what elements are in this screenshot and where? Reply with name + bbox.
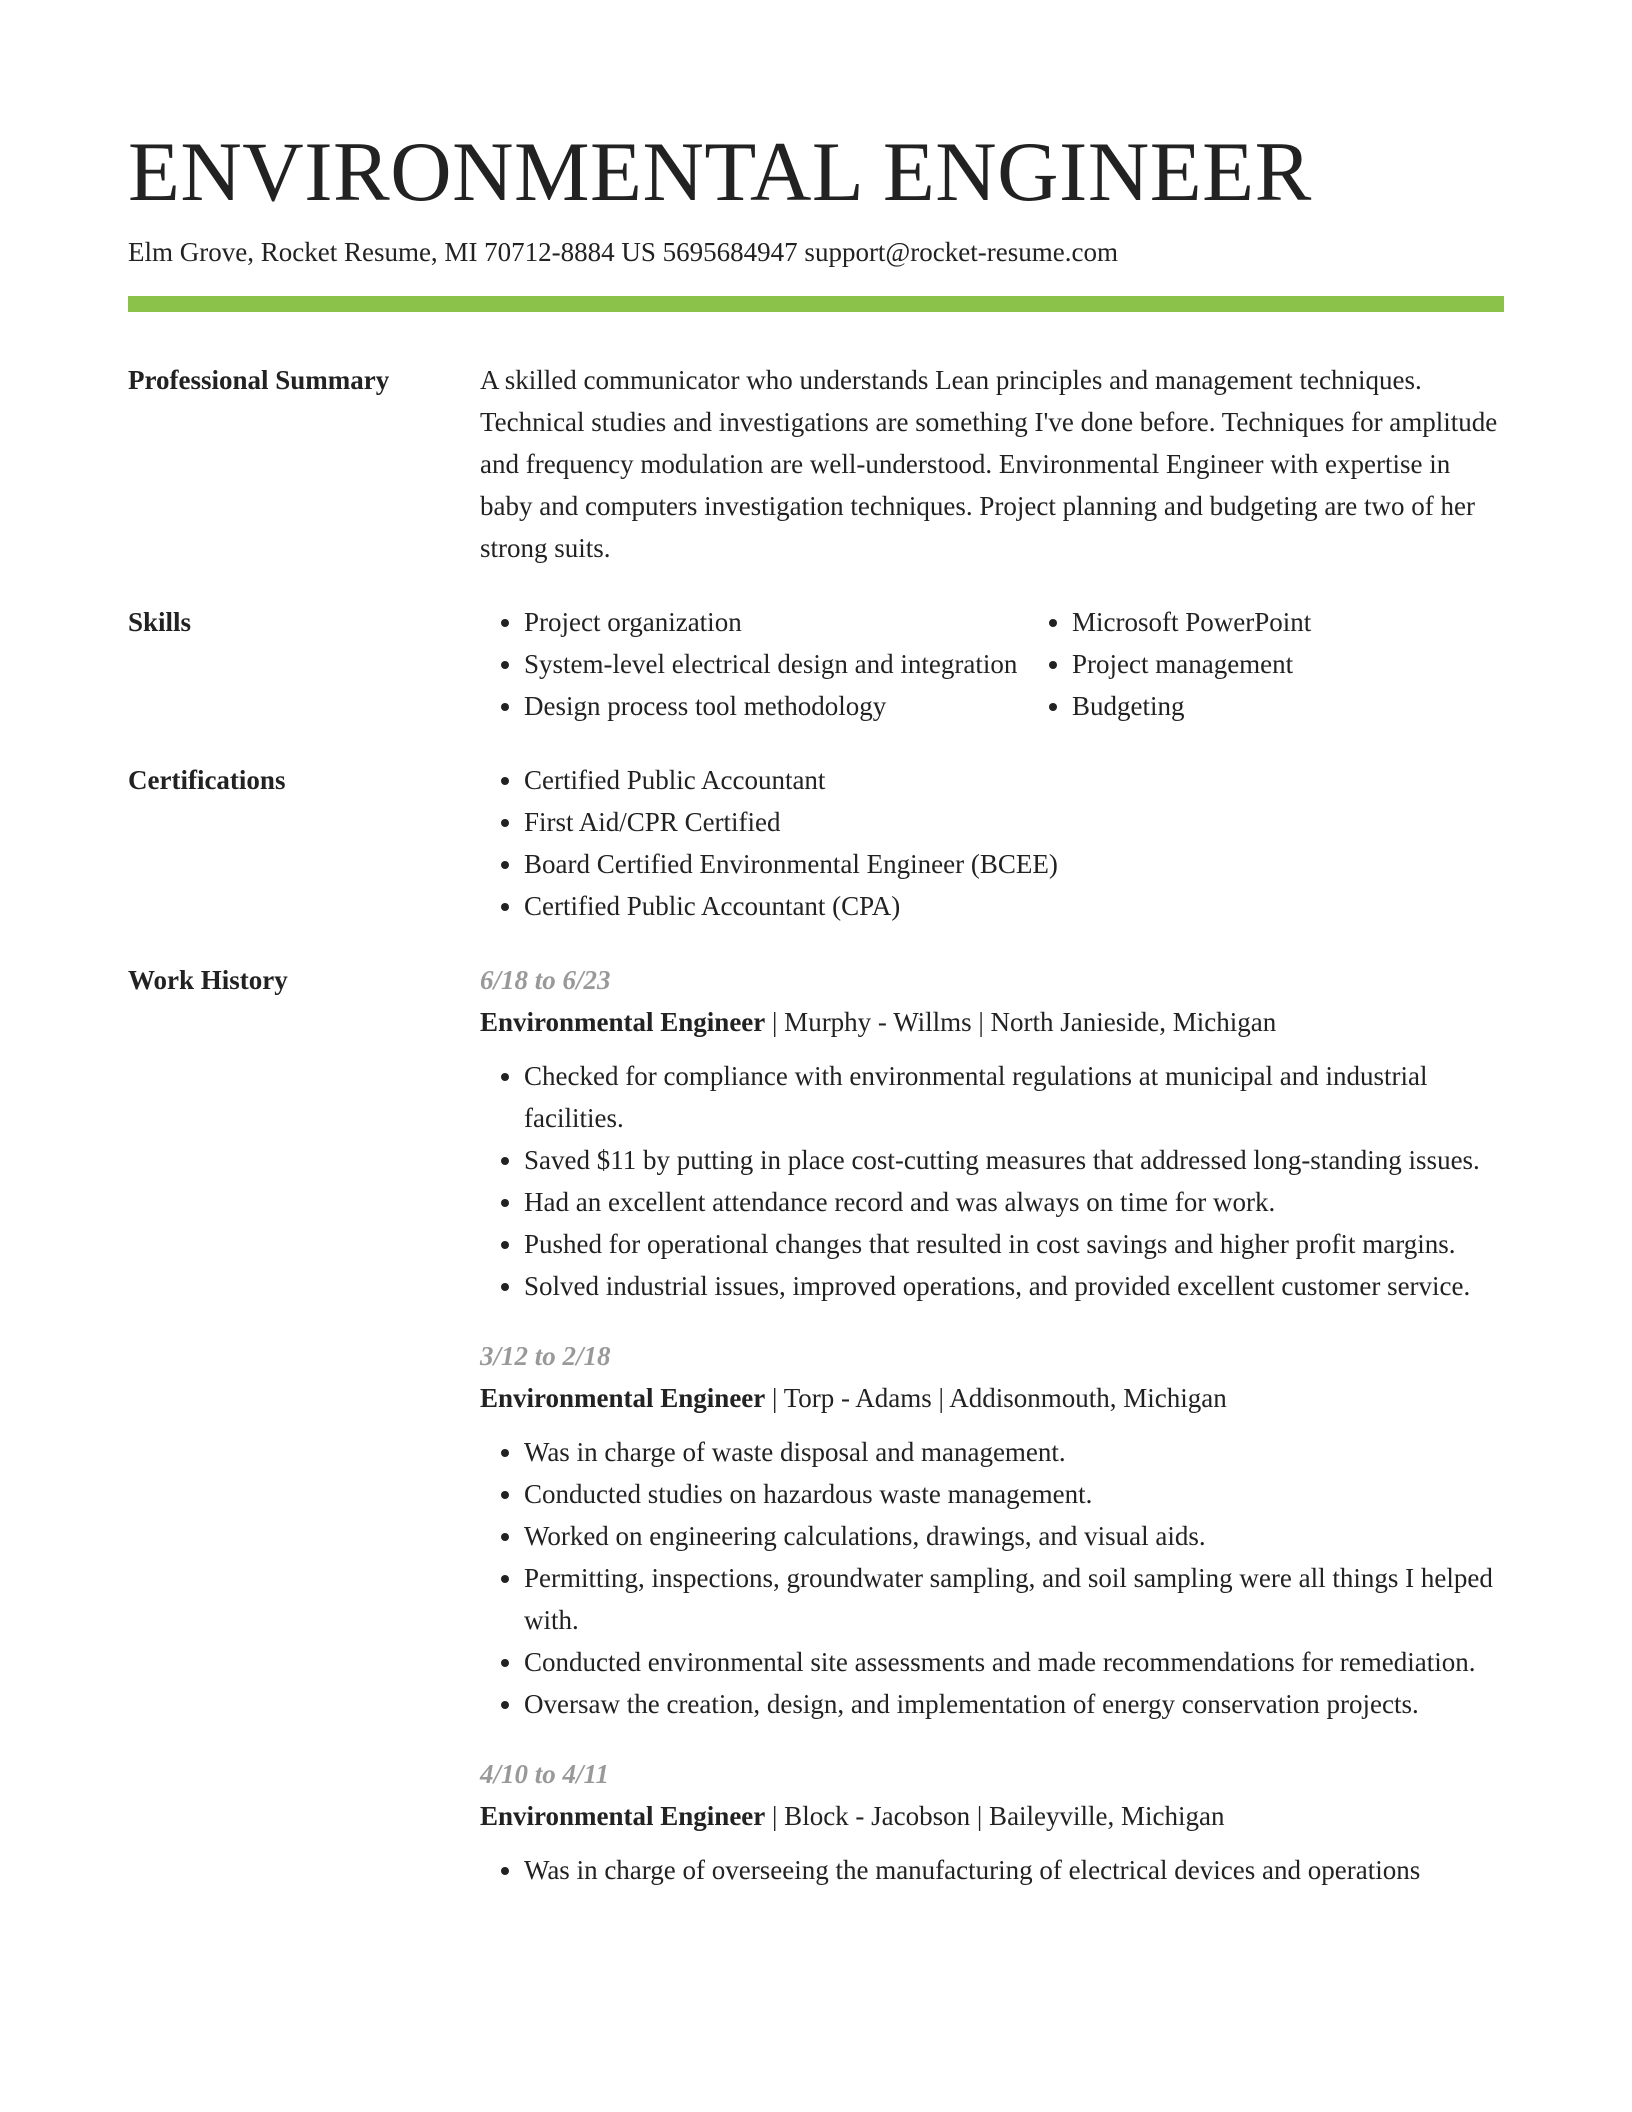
skills-label: Skills — [128, 607, 192, 637]
job-entry — [480, 1753, 1504, 1891]
job-bullets — [480, 1431, 1504, 1725]
summary-section — [128, 359, 1504, 569]
summary-label: Professional Summary — [128, 365, 390, 395]
job-bullet: • Pushed for operational changes that resulted in cost savings and higher profit margins. — [524, 1223, 1504, 1265]
job-bullet: • Had an excellent attendance record and was always on time for work. — [524, 1181, 1504, 1223]
skill-item: • Project organization — [524, 601, 1028, 643]
work-history-section — [128, 959, 1504, 1919]
work-history-label: Work History — [128, 965, 288, 995]
job-entry — [480, 1335, 1504, 1725]
skill-item: • Microsoft PowerPoint — [1072, 601, 1504, 643]
job-title: Environmental Engineer — [480, 1383, 766, 1413]
job-dates: 6/18 to 6/23 — [480, 965, 611, 995]
job-bullets — [480, 1849, 1504, 1891]
resume-page — [128, 118, 1504, 1951]
resume-title: ENVIRONMENTAL ENGINEER — [128, 125, 1312, 219]
job-dates: 4/10 to 4/11 — [480, 1759, 610, 1789]
job-title: Environmental Engineer — [480, 1801, 766, 1831]
certification-item: • First Aid/CPR Certified — [524, 801, 1504, 843]
certification-item: • Board Certified Environmental Engineer (BCEE) — [524, 843, 1504, 885]
job-heading — [480, 1001, 1504, 1043]
certifications-list — [480, 759, 1504, 927]
job-bullet: • Conducted studies on hazardous waste management. — [524, 1473, 1504, 1515]
skills-section — [128, 601, 1504, 727]
certifications-section — [128, 759, 1504, 927]
job-bullet: • Checked for compliance with environmental regulations at municipal and industrial facilities. — [524, 1055, 1504, 1139]
job-bullet: • Was in charge of overseeing the manufacturing of electrical devices and operations — [524, 1849, 1504, 1891]
job-employer-location: | Torp - Adams | Addisonmouth, Michigan — [765, 1383, 1227, 1413]
job-bullets — [480, 1055, 1504, 1307]
summary-text: A skilled communicator who understands Lean principles and management techniques. Technical studies and investigations are something I've done before. Techniques for amplitude and frequency modulation are well-understood. Environmental Engineer with expertise in baby and computers investigation techniques. Project planning and budgeting are two of her strong suits. — [480, 365, 1498, 563]
job-bullet: • Oversaw the creation, design, and implementation of energy conservation projects. — [524, 1683, 1504, 1725]
job-bullet: • Saved $11 by putting in place cost-cutting measures that addressed long-standing issues. — [524, 1139, 1504, 1181]
job-employer-location: | Block - Jacobson | Baileyville, Michigan — [765, 1801, 1225, 1831]
job-dates: 3/12 to 2/18 — [480, 1341, 611, 1371]
job-bullet: • Conducted environmental site assessments and made recommendations for remediation. — [524, 1641, 1504, 1683]
contact-line: Elm Grove, Rocket Resume, MI 70712-8884 US 5695684947 support@rocket-resume.com — [128, 237, 1118, 267]
job-heading — [480, 1795, 1504, 1837]
job-bullet: • Worked on engineering calculations, drawings, and visual aids. — [524, 1515, 1504, 1557]
certification-item: • Certified Public Accountant (CPA) — [524, 885, 1504, 927]
job-bullet: • Permitting, inspections, groundwater sampling, and soil sampling were all things I helped with. — [524, 1557, 1504, 1641]
job-heading — [480, 1377, 1504, 1419]
certification-item: • Certified Public Accountant — [524, 759, 1504, 801]
skill-item: • Design process tool methodology — [524, 685, 1028, 727]
certifications-label: Certifications — [128, 765, 286, 795]
skills-list-left — [480, 601, 1028, 727]
skills-list-right — [1028, 601, 1504, 727]
job-bullet: • Solved industrial issues, improved operations, and provided excellent customer service. — [524, 1265, 1504, 1307]
skill-item: • Budgeting — [1072, 685, 1504, 727]
header-divider — [128, 296, 1504, 312]
skill-item: • Project management — [1072, 643, 1504, 685]
job-title: Environmental Engineer — [480, 1007, 766, 1037]
job-bullet: • Was in charge of waste disposal and management. — [524, 1431, 1504, 1473]
job-employer-location: | Murphy - Willms | North Janieside, Michigan — [765, 1007, 1277, 1037]
job-entry — [480, 959, 1504, 1307]
skill-item: • System-level electrical design and integration — [524, 643, 1028, 685]
